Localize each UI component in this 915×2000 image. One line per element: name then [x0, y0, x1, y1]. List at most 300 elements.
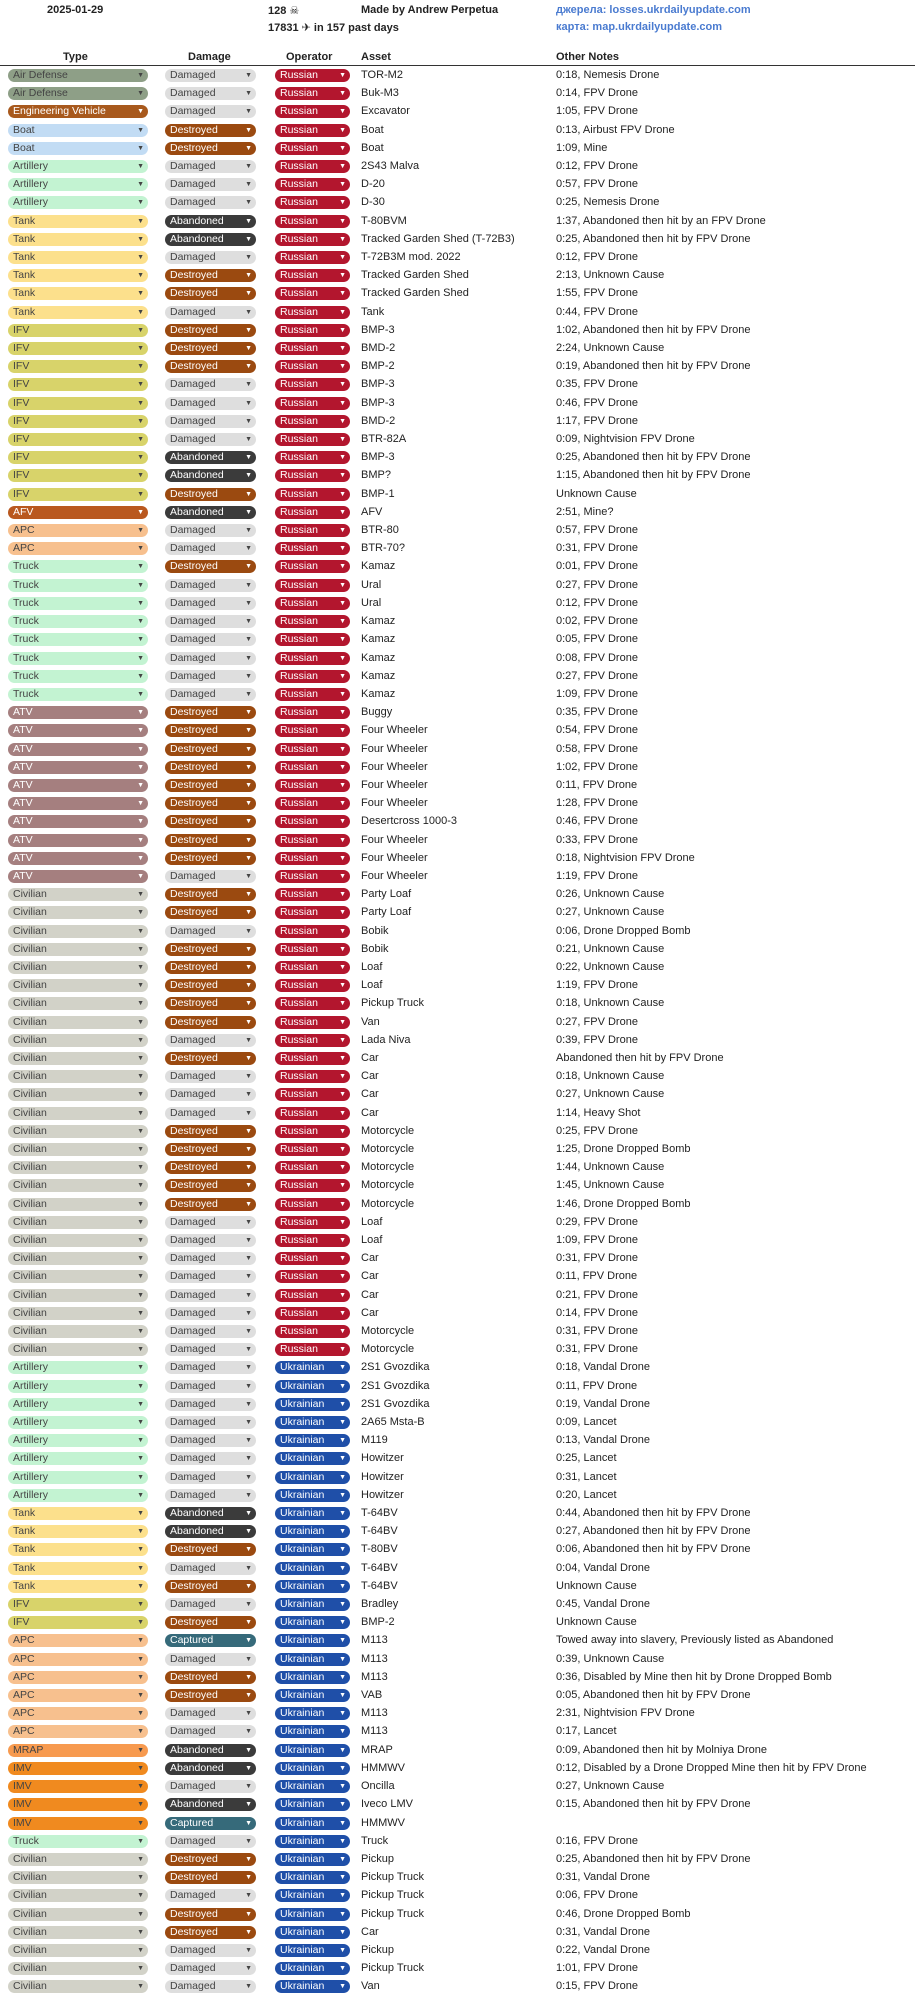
operator-select[interactable]	[275, 961, 350, 974]
type-select[interactable]	[8, 215, 148, 228]
damage-select[interactable]	[165, 1634, 256, 1647]
damage-select[interactable]	[165, 506, 256, 519]
damage-select[interactable]	[165, 1125, 256, 1138]
operator-select[interactable]	[275, 1052, 350, 1065]
map-link[interactable]: карта: map.ukrdailyupdate.com	[556, 21, 723, 33]
operator-select[interactable]	[275, 1525, 350, 1538]
type-select[interactable]	[8, 1780, 148, 1793]
type-select[interactable]	[8, 1744, 148, 1757]
damage-select[interactable]	[165, 415, 256, 428]
operator-select[interactable]	[275, 1234, 350, 1247]
type-select[interactable]	[8, 1634, 148, 1647]
damage-select[interactable]	[165, 724, 256, 737]
type-select[interactable]	[8, 1543, 148, 1556]
operator-select[interactable]	[275, 1325, 350, 1338]
type-select[interactable]	[8, 1307, 148, 1320]
type-select[interactable]	[8, 524, 148, 537]
operator-select[interactable]	[275, 906, 350, 919]
operator-select[interactable]	[275, 1580, 350, 1593]
type-select[interactable]	[8, 1107, 148, 1120]
damage-select[interactable]	[165, 1562, 256, 1575]
type-select[interactable]	[8, 779, 148, 792]
type-select[interactable]	[8, 1835, 148, 1848]
operator-select[interactable]	[275, 724, 350, 737]
operator-select[interactable]	[275, 1507, 350, 1520]
damage-select[interactable]	[165, 997, 256, 1010]
damage-select[interactable]	[165, 1161, 256, 1174]
damage-select[interactable]	[165, 1452, 256, 1465]
damage-select[interactable]	[165, 1525, 256, 1538]
type-select[interactable]	[8, 469, 148, 482]
damage-select[interactable]	[165, 469, 256, 482]
type-select[interactable]	[8, 688, 148, 701]
operator-select[interactable]	[275, 1179, 350, 1192]
type-select[interactable]	[8, 378, 148, 391]
damage-select[interactable]	[165, 397, 256, 410]
type-select[interactable]	[8, 178, 148, 191]
type-select[interactable]	[8, 1452, 148, 1465]
operator-select[interactable]	[275, 542, 350, 555]
type-select[interactable]	[8, 1398, 148, 1411]
operator-select[interactable]	[275, 269, 350, 282]
type-select[interactable]	[8, 105, 148, 118]
type-select[interactable]	[8, 943, 148, 956]
type-select[interactable]	[8, 1580, 148, 1593]
operator-select[interactable]	[275, 706, 350, 719]
type-select[interactable]	[8, 1725, 148, 1738]
damage-select[interactable]	[165, 215, 256, 228]
type-select[interactable]	[8, 1944, 148, 1957]
damage-select[interactable]	[165, 105, 256, 118]
operator-select[interactable]	[275, 1653, 350, 1666]
damage-select[interactable]	[165, 142, 256, 155]
type-select[interactable]	[8, 1216, 148, 1229]
type-select[interactable]	[8, 488, 148, 501]
type-select[interactable]	[8, 1034, 148, 1047]
type-select[interactable]	[8, 979, 148, 992]
type-select[interactable]	[8, 997, 148, 1010]
type-select[interactable]	[8, 670, 148, 683]
operator-select[interactable]	[275, 1070, 350, 1083]
operator-select[interactable]	[275, 1416, 350, 1429]
operator-select[interactable]	[275, 1307, 350, 1320]
type-select[interactable]	[8, 1052, 148, 1065]
operator-select[interactable]	[275, 1398, 350, 1411]
operator-select[interactable]	[275, 506, 350, 519]
type-select[interactable]	[8, 1198, 148, 1211]
operator-select[interactable]	[275, 378, 350, 391]
type-select[interactable]	[8, 87, 148, 100]
damage-select[interactable]	[165, 1980, 256, 1993]
damage-select[interactable]	[165, 1361, 256, 1374]
damage-select[interactable]	[165, 1944, 256, 1957]
operator-select[interactable]	[275, 870, 350, 883]
damage-select[interactable]	[165, 1416, 256, 1429]
type-select[interactable]	[8, 506, 148, 519]
operator-select[interactable]	[275, 1689, 350, 1702]
operator-select[interactable]	[275, 1817, 350, 1830]
type-select[interactable]	[8, 360, 148, 373]
damage-select[interactable]	[165, 1270, 256, 1283]
operator-select[interactable]	[275, 1944, 350, 1957]
operator-select[interactable]	[275, 779, 350, 792]
type-select[interactable]	[8, 1325, 148, 1338]
type-select[interactable]	[8, 1871, 148, 1884]
type-select[interactable]	[8, 761, 148, 774]
type-select[interactable]	[8, 1908, 148, 1921]
damage-select[interactable]	[165, 1016, 256, 1029]
type-select[interactable]	[8, 287, 148, 300]
operator-select[interactable]	[275, 997, 350, 1010]
damage-select[interactable]	[165, 87, 256, 100]
type-select[interactable]	[8, 1343, 148, 1356]
damage-select[interactable]	[165, 196, 256, 209]
operator-select[interactable]	[275, 1107, 350, 1120]
type-select[interactable]	[8, 1270, 148, 1283]
type-select[interactable]	[8, 196, 148, 209]
damage-select[interactable]	[165, 961, 256, 974]
damage-select[interactable]	[165, 615, 256, 628]
damage-select[interactable]	[165, 1198, 256, 1211]
operator-select[interactable]	[275, 1707, 350, 1720]
operator-select[interactable]	[275, 1143, 350, 1156]
type-select[interactable]	[8, 597, 148, 610]
type-select[interactable]	[8, 1598, 148, 1611]
operator-select[interactable]	[275, 1980, 350, 1993]
damage-select[interactable]	[165, 251, 256, 264]
damage-select[interactable]	[165, 1107, 256, 1120]
type-select[interactable]	[8, 1471, 148, 1484]
type-select[interactable]	[8, 815, 148, 828]
damage-select[interactable]	[165, 360, 256, 373]
operator-select[interactable]	[275, 1489, 350, 1502]
type-select[interactable]	[8, 415, 148, 428]
damage-select[interactable]	[165, 1889, 256, 1902]
operator-select[interactable]	[275, 1343, 350, 1356]
operator-select[interactable]	[275, 1252, 350, 1265]
operator-select[interactable]	[275, 69, 350, 82]
type-select[interactable]	[8, 1416, 148, 1429]
damage-select[interactable]	[165, 1926, 256, 1939]
type-select[interactable]	[8, 615, 148, 628]
operator-select[interactable]	[275, 1125, 350, 1138]
damage-select[interactable]	[165, 1853, 256, 1866]
operator-select[interactable]	[275, 287, 350, 300]
damage-select[interactable]	[165, 1471, 256, 1484]
damage-select[interactable]	[165, 797, 256, 810]
operator-select[interactable]	[275, 1471, 350, 1484]
type-select[interactable]	[8, 1361, 148, 1374]
operator-select[interactable]	[275, 415, 350, 428]
damage-select[interactable]	[165, 688, 256, 701]
damage-select[interactable]	[165, 743, 256, 756]
operator-select[interactable]	[275, 1926, 350, 1939]
type-select[interactable]	[8, 870, 148, 883]
operator-select[interactable]	[275, 360, 350, 373]
type-select[interactable]	[8, 834, 148, 847]
damage-select[interactable]	[165, 124, 256, 137]
operator-select[interactable]	[275, 1161, 350, 1174]
type-select[interactable]	[8, 743, 148, 756]
operator-select[interactable]	[275, 579, 350, 592]
type-select[interactable]	[8, 1798, 148, 1811]
type-select[interactable]	[8, 1762, 148, 1775]
damage-select[interactable]	[165, 1325, 256, 1338]
damage-select[interactable]	[165, 870, 256, 883]
type-select[interactable]	[8, 1817, 148, 1830]
damage-select[interactable]	[165, 1962, 256, 1975]
damage-select[interactable]	[165, 1653, 256, 1666]
type-select[interactable]	[8, 69, 148, 82]
type-select[interactable]	[8, 233, 148, 246]
operator-select[interactable]	[275, 1380, 350, 1393]
operator-select[interactable]	[275, 1908, 350, 1921]
damage-select[interactable]	[165, 1489, 256, 1502]
type-select[interactable]	[8, 1070, 148, 1083]
damage-select[interactable]	[165, 1543, 256, 1556]
damage-select[interactable]	[165, 451, 256, 464]
operator-select[interactable]	[275, 1034, 350, 1047]
type-select[interactable]	[8, 724, 148, 737]
operator-select[interactable]	[275, 1216, 350, 1229]
type-select[interactable]	[8, 1853, 148, 1866]
operator-select[interactable]	[275, 1289, 350, 1302]
type-select[interactable]	[8, 1234, 148, 1247]
type-select[interactable]	[8, 633, 148, 646]
type-select[interactable]	[8, 1962, 148, 1975]
damage-select[interactable]	[165, 633, 256, 646]
operator-select[interactable]	[275, 324, 350, 337]
operator-select[interactable]	[275, 142, 350, 155]
operator-select[interactable]	[275, 1361, 350, 1374]
operator-select[interactable]	[275, 979, 350, 992]
damage-select[interactable]	[165, 815, 256, 828]
operator-select[interactable]	[275, 251, 350, 264]
damage-select[interactable]	[165, 488, 256, 501]
operator-select[interactable]	[275, 743, 350, 756]
type-select[interactable]	[8, 706, 148, 719]
type-select[interactable]	[8, 124, 148, 137]
type-select[interactable]	[8, 1616, 148, 1629]
type-select[interactable]	[8, 1489, 148, 1502]
damage-select[interactable]	[165, 269, 256, 282]
operator-select[interactable]	[275, 1889, 350, 1902]
operator-select[interactable]	[275, 1671, 350, 1684]
damage-select[interactable]	[165, 1088, 256, 1101]
damage-select[interactable]	[165, 1398, 256, 1411]
operator-select[interactable]	[275, 925, 350, 938]
operator-select[interactable]	[275, 1434, 350, 1447]
type-select[interactable]	[8, 797, 148, 810]
operator-select[interactable]	[275, 1871, 350, 1884]
operator-select[interactable]	[275, 597, 350, 610]
operator-select[interactable]	[275, 761, 350, 774]
type-select[interactable]	[8, 251, 148, 264]
operator-select[interactable]	[275, 1616, 350, 1629]
type-select[interactable]	[8, 1653, 148, 1666]
damage-select[interactable]	[165, 761, 256, 774]
damage-select[interactable]	[165, 1052, 256, 1065]
damage-select[interactable]	[165, 1070, 256, 1083]
damage-select[interactable]	[165, 324, 256, 337]
damage-select[interactable]	[165, 1143, 256, 1156]
type-select[interactable]	[8, 1507, 148, 1520]
type-select[interactable]	[8, 1562, 148, 1575]
operator-select[interactable]	[275, 469, 350, 482]
damage-select[interactable]	[165, 1744, 256, 1757]
damage-select[interactable]	[165, 1216, 256, 1229]
damage-select[interactable]	[165, 542, 256, 555]
damage-select[interactable]	[165, 560, 256, 573]
operator-select[interactable]	[275, 160, 350, 173]
operator-select[interactable]	[275, 233, 350, 246]
operator-select[interactable]	[275, 451, 350, 464]
type-select[interactable]	[8, 1671, 148, 1684]
operator-select[interactable]	[275, 1270, 350, 1283]
operator-select[interactable]	[275, 397, 350, 410]
type-select[interactable]	[8, 306, 148, 319]
damage-select[interactable]	[165, 652, 256, 665]
damage-select[interactable]	[165, 233, 256, 246]
operator-select[interactable]	[275, 1562, 350, 1575]
operator-select[interactable]	[275, 1725, 350, 1738]
damage-select[interactable]	[165, 1725, 256, 1738]
type-select[interactable]	[8, 852, 148, 865]
damage-select[interactable]	[165, 1689, 256, 1702]
operator-select[interactable]	[275, 1543, 350, 1556]
damage-select[interactable]	[165, 1434, 256, 1447]
damage-select[interactable]	[165, 943, 256, 956]
damage-select[interactable]	[165, 1234, 256, 1247]
sources-link[interactable]: джерела: losses.ukrdailyupdate.com	[556, 4, 751, 16]
damage-select[interactable]	[165, 1289, 256, 1302]
damage-select[interactable]	[165, 670, 256, 683]
damage-select[interactable]	[165, 579, 256, 592]
damage-select[interactable]	[165, 378, 256, 391]
damage-select[interactable]	[165, 597, 256, 610]
type-select[interactable]	[8, 1161, 148, 1174]
operator-select[interactable]	[275, 1962, 350, 1975]
damage-select[interactable]	[165, 906, 256, 919]
damage-select[interactable]	[165, 1671, 256, 1684]
type-select[interactable]	[8, 542, 148, 555]
type-select[interactable]	[8, 1980, 148, 1993]
type-select[interactable]	[8, 324, 148, 337]
type-select[interactable]	[8, 925, 148, 938]
operator-select[interactable]	[275, 178, 350, 191]
type-select[interactable]	[8, 1525, 148, 1538]
damage-select[interactable]	[165, 287, 256, 300]
type-select[interactable]	[8, 888, 148, 901]
operator-select[interactable]	[275, 342, 350, 355]
operator-select[interactable]	[275, 652, 350, 665]
damage-select[interactable]	[165, 1598, 256, 1611]
damage-select[interactable]	[165, 1252, 256, 1265]
operator-select[interactable]	[275, 688, 350, 701]
operator-select[interactable]	[275, 433, 350, 446]
operator-select[interactable]	[275, 306, 350, 319]
operator-select[interactable]	[275, 797, 350, 810]
damage-select[interactable]	[165, 342, 256, 355]
type-select[interactable]	[8, 1926, 148, 1939]
damage-select[interactable]	[165, 1507, 256, 1520]
damage-select[interactable]	[165, 888, 256, 901]
damage-select[interactable]	[165, 1780, 256, 1793]
damage-select[interactable]	[165, 834, 256, 847]
type-select[interactable]	[8, 433, 148, 446]
type-select[interactable]	[8, 451, 148, 464]
operator-select[interactable]	[275, 834, 350, 847]
operator-select[interactable]	[275, 1798, 350, 1811]
operator-select[interactable]	[275, 1016, 350, 1029]
type-select[interactable]	[8, 560, 148, 573]
operator-select[interactable]	[275, 1452, 350, 1465]
damage-select[interactable]	[165, 1179, 256, 1192]
type-select[interactable]	[8, 342, 148, 355]
damage-select[interactable]	[165, 925, 256, 938]
operator-select[interactable]	[275, 633, 350, 646]
operator-select[interactable]	[275, 1780, 350, 1793]
type-select[interactable]	[8, 1016, 148, 1029]
operator-select[interactable]	[275, 1744, 350, 1757]
operator-select[interactable]	[275, 105, 350, 118]
damage-select[interactable]	[165, 1908, 256, 1921]
type-select[interactable]	[8, 1380, 148, 1393]
damage-select[interactable]	[165, 1307, 256, 1320]
type-select[interactable]	[8, 906, 148, 919]
type-select[interactable]	[8, 397, 148, 410]
operator-select[interactable]	[275, 196, 350, 209]
damage-select[interactable]	[165, 1034, 256, 1047]
operator-select[interactable]	[275, 1598, 350, 1611]
operator-select[interactable]	[275, 1198, 350, 1211]
operator-select[interactable]	[275, 124, 350, 137]
damage-select[interactable]	[165, 979, 256, 992]
operator-select[interactable]	[275, 1853, 350, 1866]
damage-select[interactable]	[165, 1762, 256, 1775]
damage-select[interactable]	[165, 1871, 256, 1884]
type-select[interactable]	[8, 652, 148, 665]
damage-select[interactable]	[165, 779, 256, 792]
operator-select[interactable]	[275, 215, 350, 228]
type-select[interactable]	[8, 1707, 148, 1720]
damage-select[interactable]	[165, 1616, 256, 1629]
damage-select[interactable]	[165, 1707, 256, 1720]
operator-select[interactable]	[275, 1634, 350, 1647]
damage-select[interactable]	[165, 524, 256, 537]
type-select[interactable]	[8, 579, 148, 592]
type-select[interactable]	[8, 1289, 148, 1302]
operator-select[interactable]	[275, 888, 350, 901]
operator-select[interactable]	[275, 815, 350, 828]
damage-select[interactable]	[165, 852, 256, 865]
type-select[interactable]	[8, 1088, 148, 1101]
operator-select[interactable]	[275, 1835, 350, 1848]
operator-select[interactable]	[275, 1762, 350, 1775]
damage-select[interactable]	[165, 1817, 256, 1830]
damage-select[interactable]	[165, 1580, 256, 1593]
type-select[interactable]	[8, 1179, 148, 1192]
damage-select[interactable]	[165, 1343, 256, 1356]
operator-select[interactable]	[275, 87, 350, 100]
type-select[interactable]	[8, 269, 148, 282]
operator-select[interactable]	[275, 615, 350, 628]
damage-select[interactable]	[165, 306, 256, 319]
type-select[interactable]	[8, 961, 148, 974]
damage-select[interactable]	[165, 1798, 256, 1811]
type-select[interactable]	[8, 1125, 148, 1138]
damage-select[interactable]	[165, 706, 256, 719]
